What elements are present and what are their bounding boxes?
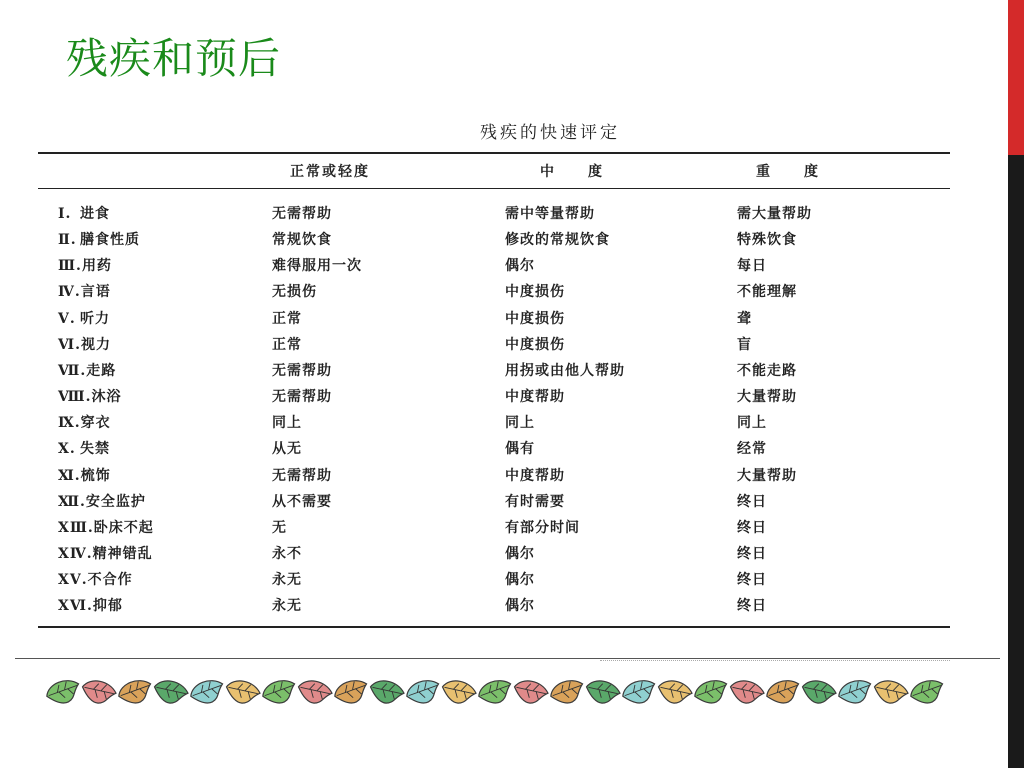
header-moderate: 中 度	[540, 164, 604, 180]
cell-item	[58, 360, 116, 380]
cell-item	[58, 255, 112, 275]
cell-moderate: 同上	[505, 415, 535, 432]
cell-moderate: 偶尔	[505, 258, 535, 275]
row-label: 言语	[80, 284, 111, 301]
table-caption: 残疾的快速评定	[480, 123, 620, 143]
cell-moderate: 偶尔	[505, 545, 535, 562]
table-header-rule	[38, 188, 950, 189]
cell-severe: 终日	[737, 493, 767, 510]
row-label: 抑郁	[92, 598, 123, 615]
row-number: Ⅱ.	[58, 232, 77, 249]
cell-moderate: 偶尔	[505, 572, 535, 589]
table-top-rule	[38, 152, 950, 154]
row-label: 进食	[80, 206, 110, 222]
cell-moderate: 偶有	[505, 441, 535, 458]
row-number: Ⅶ.	[58, 362, 87, 379]
cell-severe: 每日	[737, 258, 767, 275]
row-label: 失禁	[80, 441, 110, 458]
cell-normal: 无需帮助	[272, 206, 332, 222]
cell-moderate: 中度帮助	[505, 467, 565, 484]
row-number: Ⅲ.	[58, 258, 82, 275]
cell-item	[58, 491, 146, 511]
row-number: Ⅻ.	[58, 493, 86, 510]
table-row	[0, 412, 1000, 438]
cell-severe: 特殊饮食	[737, 232, 797, 249]
table-row	[0, 569, 1000, 595]
row-number: Ⅷ.	[58, 389, 92, 406]
cell-item	[58, 281, 111, 301]
row-label: 沐浴	[91, 389, 122, 406]
row-label: 走路	[86, 362, 117, 379]
cell-normal: 永不	[272, 545, 302, 562]
cell-item	[58, 386, 121, 406]
cell-severe: 终日	[737, 519, 767, 536]
cell-moderate: 中度帮助	[505, 389, 565, 406]
cell-item	[58, 543, 153, 563]
cell-normal: 难得服用一次	[272, 258, 362, 275]
cell-item	[58, 308, 110, 328]
cell-item	[58, 517, 154, 537]
cell-normal: 从不需要	[272, 493, 332, 510]
cell-normal: 无损伤	[272, 284, 317, 301]
cell-severe: 不能理解	[737, 284, 797, 301]
table-row	[0, 281, 1000, 307]
row-label: 安全监护	[85, 493, 146, 510]
cell-normal: 无需帮助	[272, 362, 332, 379]
cell-item	[58, 203, 110, 223]
row-number: Ⅴ.	[58, 310, 76, 327]
table-row	[0, 517, 1000, 543]
cell-moderate: 偶尔	[505, 598, 535, 615]
faint-scan-line	[600, 660, 950, 661]
row-label: 用药	[81, 258, 112, 275]
table-row	[0, 438, 1000, 464]
cell-normal: 无	[272, 519, 287, 536]
row-number: ⅩⅤ.	[58, 572, 88, 589]
cell-severe: 经常	[737, 441, 767, 458]
cell-normal: 无需帮助	[272, 467, 332, 484]
cell-normal: 无需帮助	[272, 389, 332, 406]
cell-normal: 从无	[272, 441, 302, 458]
row-number: ⅩⅢ.	[58, 519, 94, 536]
slide-title: 残疾和预后	[66, 34, 282, 83]
row-number: Ⅰ.	[58, 206, 72, 222]
table-bottom-rule	[38, 626, 950, 628]
table-row	[0, 229, 1000, 255]
cell-item	[58, 334, 111, 354]
row-number: ⅩⅥ.	[58, 598, 93, 615]
cell-moderate: 用拐或由他人帮助	[505, 362, 625, 379]
cell-item	[58, 569, 133, 589]
accent-bar-dark	[1008, 155, 1024, 768]
row-label: 听力	[80, 310, 110, 327]
table-row	[0, 543, 1000, 569]
table-row	[0, 360, 1000, 386]
row-label: 卧床不起	[93, 519, 154, 536]
table-row	[0, 386, 1000, 412]
cell-item	[58, 465, 111, 485]
cell-normal: 永无	[272, 572, 302, 589]
cell-moderate: 中度损伤	[505, 310, 565, 327]
cell-severe: 不能走路	[737, 362, 797, 379]
cell-normal: 永无	[272, 598, 302, 615]
cell-item	[58, 438, 110, 458]
cell-severe: 需大量帮助	[737, 206, 812, 222]
cell-severe: 聋	[737, 310, 752, 327]
leaf-border-icon	[45, 673, 953, 709]
row-number: Ⅸ.	[58, 415, 81, 432]
cell-moderate: 有部分时间	[505, 519, 580, 536]
row-number: Ⅺ.	[58, 467, 81, 484]
table-row	[0, 255, 1000, 281]
table-row	[0, 203, 1000, 229]
cell-normal: 正常	[272, 310, 302, 327]
cell-normal: 常规饮食	[272, 232, 332, 249]
cell-moderate: 需中等量帮助	[505, 206, 595, 222]
cell-severe: 终日	[737, 572, 767, 589]
cell-item	[58, 595, 123, 615]
cell-item	[58, 412, 111, 432]
cell-normal: 正常	[272, 336, 302, 353]
row-number: Ⅳ.	[58, 284, 81, 301]
table-row	[0, 465, 1000, 491]
table-row	[0, 308, 1000, 334]
table-row	[0, 491, 1000, 517]
cell-severe: 终日	[737, 545, 767, 562]
header-normal: 正常或轻度	[290, 164, 370, 180]
row-number: ⅩⅣ.	[58, 545, 93, 562]
row-label: 膳食性质	[80, 232, 140, 249]
cell-item	[58, 229, 140, 249]
separator-line	[15, 658, 1000, 659]
header-severe: 重 度	[756, 164, 820, 180]
cell-severe: 盲	[737, 336, 752, 353]
table-row	[0, 595, 1000, 621]
cell-moderate: 修改的常规饮食	[505, 232, 610, 249]
cell-severe: 大量帮助	[737, 389, 797, 406]
row-label: 梳饰	[80, 467, 111, 484]
row-label: 穿衣	[80, 415, 111, 432]
row-number: Ⅵ.	[58, 336, 81, 353]
table-row	[0, 334, 1000, 360]
cell-moderate: 有时需要	[505, 493, 565, 510]
cell-severe: 大量帮助	[737, 467, 797, 484]
cell-severe: 同上	[737, 415, 767, 432]
cell-normal: 同上	[272, 415, 302, 432]
row-label: 视力	[80, 336, 111, 353]
cell-severe: 终日	[737, 598, 767, 615]
cell-moderate: 中度损伤	[505, 336, 565, 353]
row-number: Ⅹ.	[58, 441, 76, 458]
row-label: 精神错乱	[92, 545, 153, 562]
cell-moderate: 中度损伤	[505, 284, 565, 301]
row-label: 不合作	[87, 572, 133, 589]
